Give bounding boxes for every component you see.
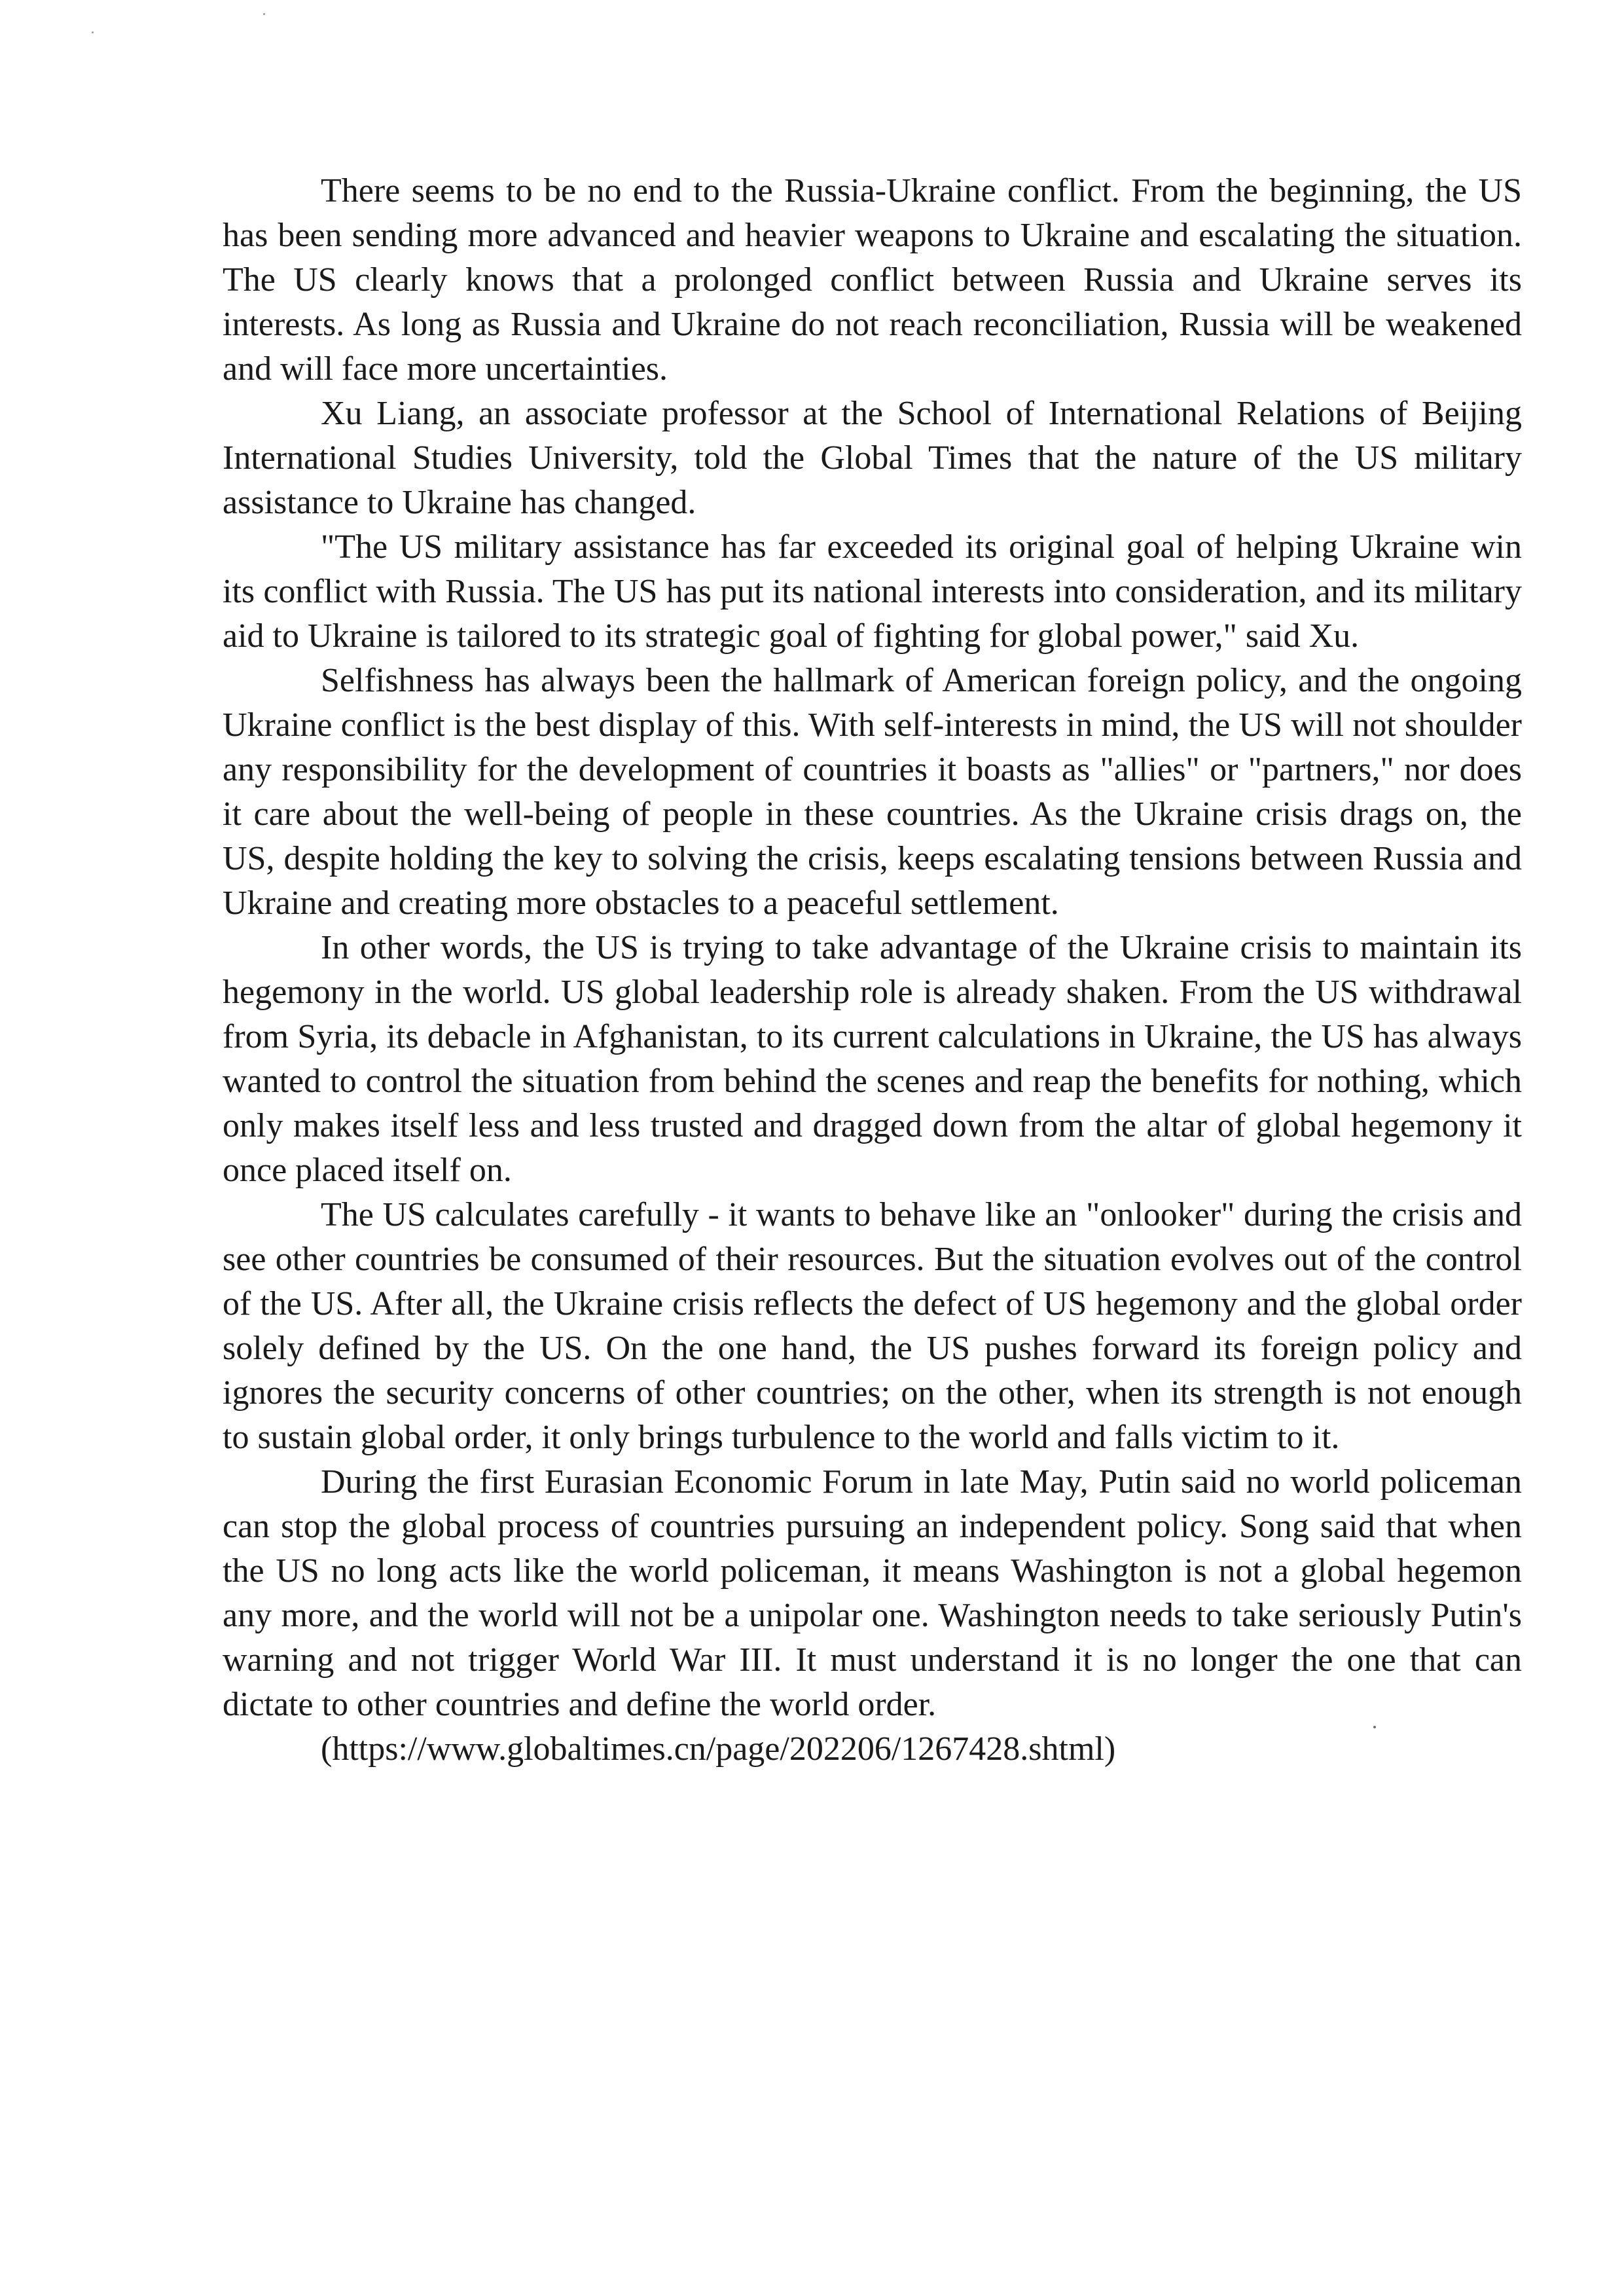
paragraph-hegemony: In other words, the US is trying to take advantage of the Ukraine crisis to maintain its hegemony in the world. US global leadership role is already shaken. From the US withdrawal from Syria, its debacle in Afghanistan, to its current calculations in Ukraine, the US has always wanted to control the situation from behind the scenes and reap the benefits for nothing, which only makes itself less and less trusted and dragged down from the altar of global hegemony it once placed itself on. xyxy=(223,929,1522,1189)
scan-speck xyxy=(263,13,265,15)
paragraph-quote-xu: "The US military assistance has far exceeded its original goal of helping Ukraine win its conflict with Russia. The US has put its national interests into consideration, and its military aid to Ukraine is tailored to its strategic goal of fighting for global power," said Xu. xyxy=(223,528,1522,655)
paragraph-intro: There seems to be no end to the Russia-Ukraine conflict. From the beginning, the US has been sending more advanced and heavier weapons to Ukraine and escalating the situation. The US clearly knows that a prolonged conflict between Russia and Ukraine serves its interests. As long as Russia and Ukraine do not reach reconciliation, Russia will be weakened and will face more uncertainties. xyxy=(223,172,1522,388)
article-body xyxy=(223,169,1522,1772)
source-url: (https://www.globaltimes.cn/page/202206/1267428.shtml) xyxy=(321,1730,1116,1768)
paragraph-onlooker: The US calculates carefully - it wants to behave like an "onlooker" during the crisis and see other countries be consumed of their resources. But the situation evolves out of the control of the US. After all, the Ukraine crisis reflects the defect of US hegemony and the global order solely defined by the US. On the one hand, the US pushes forward its foreign policy and ignores the security concerns of other countries; on the other, when its strength is not enough to sustain global order, it only brings turbulence to the world and falls victim to it. xyxy=(223,1196,1522,1456)
paragraph-xu-liang: Xu Liang, an associate professor at the School of International Relations of Beijing International Studies University, told the Global Times that the nature of the US military assistance to Ukraine has changed. xyxy=(223,395,1522,521)
paragraph-selfishness: Selfishness has always been the hallmark of American foreign policy, and the ongoing Ukraine conflict is the best display of this. With self-interests in mind, the US will not shoulder any responsibility for the development of countries it boasts as "allies" or "partners," nor does it care about the well-being of people in these countries. As the Ukraine crisis drags on, the US, despite holding the key to solving the crisis, keeps escalating tensions between Russia and Ukraine and creating more obstacles to a peaceful settlement. xyxy=(223,662,1522,922)
scan-speck xyxy=(92,31,94,33)
paragraph-putin-forum: During the first Eurasian Economic Forum in late May, Putin said no world policeman can stop the global process of countries pursuing an independent policy. Song said that when the US no long acts like the world policeman, it means Washington is not a global hegemon any more, and the world will not be a unipolar one. Washington needs to take seriously Putin's warning and not trigger World War III. It must understand it is no longer the one that can dictate to other countries and define the world order. xyxy=(223,1463,1522,1723)
